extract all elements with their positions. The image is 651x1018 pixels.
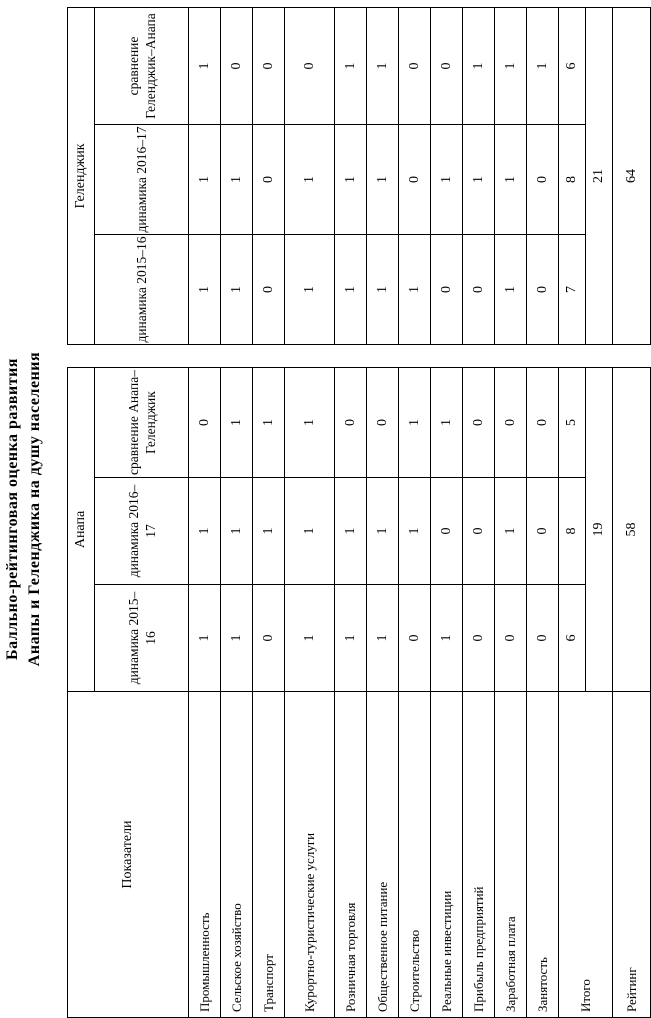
anapa-score-cell: 0 bbox=[495, 585, 527, 692]
anapa-col-header: динамика 2015–16 bbox=[95, 585, 189, 692]
gelendzhik-score-cell: 1 bbox=[285, 125, 335, 235]
gelendzhik-score-cell: 1 bbox=[189, 7, 221, 124]
gelendzhik-group-header: Геленджик bbox=[68, 7, 95, 344]
table-row bbox=[495, 368, 527, 1018]
anapa-score-cell: 1 bbox=[285, 478, 335, 585]
gelendzhik-score-cell: 1 bbox=[399, 235, 431, 345]
anapa-score-cell: 1 bbox=[189, 478, 221, 585]
anapa-total: 5 bbox=[559, 368, 586, 478]
gelendzhik-total: 6 bbox=[559, 7, 586, 124]
anapa-score-cell: 1 bbox=[431, 585, 463, 692]
gelendzhik-score-cell: 0 bbox=[285, 7, 335, 124]
anapa-score-cell: 0 bbox=[527, 585, 559, 692]
anapa-score-cell: 1 bbox=[431, 368, 463, 478]
gelendzhik-rating: 64 bbox=[613, 7, 651, 344]
anapa-score-cell: 1 bbox=[253, 368, 285, 478]
table-row bbox=[367, 368, 399, 1018]
gelendzhik-score-cell: 0 bbox=[399, 7, 431, 124]
anapa-score-cell: 1 bbox=[285, 368, 335, 478]
anapa-score-cell: 1 bbox=[221, 585, 253, 692]
total-label: Итого bbox=[559, 692, 613, 1018]
anapa-score-cell: 0 bbox=[399, 585, 431, 692]
anapa-col-header: динамика 2016–17 bbox=[95, 478, 189, 585]
indicator-label: Заработная плата bbox=[495, 692, 527, 1018]
table-row bbox=[463, 7, 495, 344]
anapa-score-cell: 1 bbox=[335, 585, 367, 692]
gelendzhik-score-cell: 1 bbox=[335, 235, 367, 345]
gelendzhik-score-cell: 0 bbox=[253, 7, 285, 124]
table-row bbox=[253, 7, 285, 344]
indicator-label: Реальные инвестиции bbox=[431, 692, 463, 1018]
anapa-score-cell: 0 bbox=[189, 368, 221, 478]
anapa-score-cell: 1 bbox=[399, 478, 431, 585]
table-row bbox=[335, 368, 367, 1018]
gelendzhik-subtotal: 21 bbox=[586, 7, 613, 344]
table-row bbox=[495, 7, 527, 344]
anapa-total: 6 bbox=[559, 585, 586, 692]
anapa-score-cell: 0 bbox=[527, 478, 559, 585]
table-row bbox=[431, 368, 463, 1018]
gelendzhik-score-cell: 1 bbox=[463, 7, 495, 124]
gelendzhik-score-cell: 0 bbox=[527, 125, 559, 235]
anapa-score-cell: 1 bbox=[189, 585, 221, 692]
gelendzhik-score-cell: 1 bbox=[367, 7, 399, 124]
anapa-score-cell: 1 bbox=[285, 585, 335, 692]
table-row bbox=[189, 368, 221, 1018]
table-gelendzhik bbox=[67, 7, 651, 345]
gelendzhik-total: 7 bbox=[559, 235, 586, 345]
anapa-score-cell: 0 bbox=[495, 368, 527, 478]
anapa-subtotal: 19 bbox=[586, 368, 613, 692]
gelendzhik-score-cell: 1 bbox=[527, 7, 559, 124]
gelendzhik-score-cell: 1 bbox=[189, 235, 221, 345]
table-row bbox=[463, 368, 495, 1018]
gelendzhik-score-cell: 1 bbox=[367, 125, 399, 235]
anapa-score-cell: 0 bbox=[253, 585, 285, 692]
table-row bbox=[221, 7, 253, 344]
anapa-score-cell: 0 bbox=[463, 585, 495, 692]
anapa-score-cell: 0 bbox=[335, 368, 367, 478]
table-row bbox=[189, 7, 221, 344]
anapa-score-cell: 1 bbox=[495, 478, 527, 585]
gelendzhik-score-cell: 1 bbox=[221, 125, 253, 235]
indicator-label: Прибыль предприятий bbox=[463, 692, 495, 1018]
indicator-label: Промышленность bbox=[189, 692, 221, 1018]
gelendzhik-score-cell: 1 bbox=[495, 7, 527, 124]
gelendzhik-score-cell: 1 bbox=[431, 125, 463, 235]
gelendzhik-total: 8 bbox=[559, 125, 586, 235]
table-row bbox=[335, 7, 367, 344]
gelendzhik-col-header: динамика 2015–16 bbox=[95, 235, 189, 345]
indicators-header: Показатели bbox=[68, 692, 189, 1018]
gelendzhik-score-cell: 1 bbox=[221, 235, 253, 345]
anapa-score-cell: 0 bbox=[463, 478, 495, 585]
anapa-score-cell: 1 bbox=[367, 585, 399, 692]
anapa-score-cell: 0 bbox=[367, 368, 399, 478]
table-row bbox=[527, 368, 559, 1018]
gelendzhik-score-cell: 1 bbox=[463, 125, 495, 235]
anapa-score-cell: 0 bbox=[463, 368, 495, 478]
indicator-label: Общественное питание bbox=[367, 692, 399, 1018]
gelendzhik-score-cell: 1 bbox=[495, 235, 527, 345]
gelendzhik-score-cell: 1 bbox=[335, 125, 367, 235]
table-row bbox=[253, 368, 285, 1018]
indicator-label: Сельское хозяйство bbox=[221, 692, 253, 1018]
anapa-score-cell: 1 bbox=[367, 478, 399, 585]
gelendzhik-score-cell: 0 bbox=[399, 125, 431, 235]
indicator-label: Курортно-туристические услуги bbox=[285, 692, 335, 1018]
indicator-label: Транспорт bbox=[253, 692, 285, 1018]
anapa-score-cell: 1 bbox=[399, 368, 431, 478]
gelendzhik-score-cell: 1 bbox=[335, 7, 367, 124]
rating-label: Рейтинг bbox=[613, 692, 651, 1018]
gelendzhik-score-cell: 0 bbox=[463, 235, 495, 345]
anapa-rating: 58 bbox=[613, 368, 651, 692]
indicator-label: Строительство bbox=[399, 692, 431, 1018]
table-anapa bbox=[67, 367, 651, 1018]
table-row bbox=[221, 368, 253, 1018]
anapa-score-cell: 0 bbox=[527, 368, 559, 478]
indicator-label: Розничная торговля bbox=[335, 692, 367, 1018]
table-row bbox=[431, 7, 463, 344]
title-line-2: Анапы и Геленджика на душу населения bbox=[26, 351, 43, 667]
table-row bbox=[399, 7, 431, 344]
gelendzhik-score-cell: 0 bbox=[253, 125, 285, 235]
table-row bbox=[285, 368, 335, 1018]
anapa-col-header: сравнение Анапа–Геленджик bbox=[95, 368, 189, 478]
gelendzhik-score-cell: 0 bbox=[253, 235, 285, 345]
gelendzhik-score-cell: 1 bbox=[367, 235, 399, 345]
gelendzhik-score-cell: 1 bbox=[495, 125, 527, 235]
gelendzhik-score-cell: 0 bbox=[527, 235, 559, 345]
indicator-label: Занятость bbox=[527, 692, 559, 1018]
gelendzhik-score-cell: 0 bbox=[221, 7, 253, 124]
anapa-score-cell: 0 bbox=[431, 478, 463, 585]
title-line-1: Балльно-рейтинговая оценка развития bbox=[4, 358, 21, 660]
table-row bbox=[399, 368, 431, 1018]
gelendzhik-score-cell: 1 bbox=[285, 235, 335, 345]
table-row bbox=[527, 7, 559, 344]
anapa-score-cell: 1 bbox=[221, 478, 253, 585]
anapa-group-header: Анапа bbox=[68, 368, 95, 692]
anapa-score-cell: 1 bbox=[335, 478, 367, 585]
anapa-score-cell: 1 bbox=[221, 368, 253, 478]
gelendzhik-col-header: динамика 2016–17 bbox=[95, 125, 189, 235]
anapa-score-cell: 1 bbox=[253, 478, 285, 585]
gelendzhik-col-header: сравнение Геленджик–Анапа bbox=[95, 7, 189, 124]
anapa-total: 8 bbox=[559, 478, 586, 585]
gelendzhik-score-cell: 0 bbox=[431, 235, 463, 345]
gelendzhik-score-cell: 0 bbox=[431, 7, 463, 124]
table-row bbox=[367, 7, 399, 344]
gelendzhik-score-cell: 1 bbox=[189, 125, 221, 235]
table-row bbox=[285, 7, 335, 344]
